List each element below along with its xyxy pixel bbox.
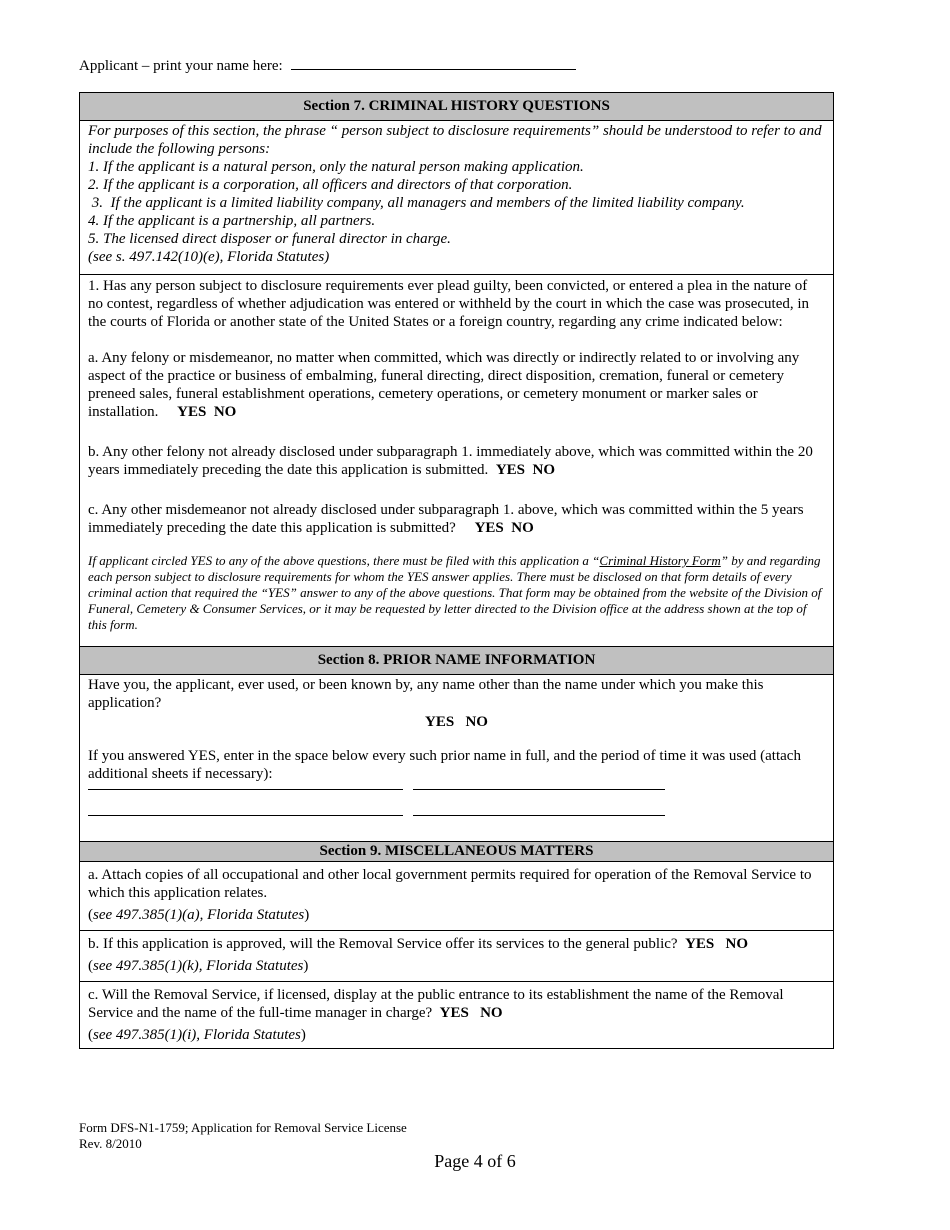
paren: ( (88, 907, 93, 923)
item-b-citation (88, 957, 825, 975)
note-text-before: If applicant circled YES to any of the above questions, there must be filed with this application a “ (88, 553, 600, 568)
criminal-history-note (88, 553, 825, 633)
prior-name-yes-no[interactable]: YES NO (425, 714, 488, 730)
citation-text: see 497.385(1)(k), Florida Statutes (93, 958, 304, 974)
definition-item: 2. If the applicant is a corporation, all officers and directors of that corporation. (88, 177, 573, 193)
applicant-name-label: Applicant – print your name here: (79, 58, 283, 74)
definition-item: 4. If the applicant is a partnership, all partners. (88, 213, 376, 229)
question-1b-yes-no[interactable]: YES NO (495, 462, 555, 478)
applicant-name-field[interactable] (291, 56, 576, 70)
prior-name-field[interactable] (88, 815, 403, 816)
paren: ) (304, 907, 310, 923)
question-1a-yes-no[interactable]: YES NO (177, 404, 237, 420)
section7-header: Section 7. CRIMINAL HISTORY QUESTIONS (80, 93, 833, 121)
paren: ( (88, 1027, 93, 1043)
prior-name-question: Have you, the applicant, ever used, or been known by, any name other than the name under which you make this application? (88, 677, 764, 711)
definition-item: 1. If the applicant is a natural person, only the natural person making application. (88, 159, 584, 175)
section7-questions (80, 275, 833, 647)
item-a-text: a. Attach copies of all occupational and other local government permits required for operation of the Removal Service to which this application relates. (88, 867, 812, 901)
paren: ) (303, 958, 309, 974)
section7-definitions (80, 121, 833, 275)
criminal-history-form-link[interactable]: Criminal History Form (599, 553, 721, 568)
form-footer (79, 1120, 407, 1152)
application-form (79, 92, 834, 1049)
question-1c-yes-no[interactable]: YES NO (474, 520, 534, 536)
definitions-intro: For purposes of this section, the phrase “ person subject to disclosure requirements” should be understood to refer to and include the following persons: (88, 123, 822, 157)
item-b-question (88, 935, 825, 953)
item-c-text: c. Will the Removal Service, if licensed, display at the public entrance to its establishment the name of the Removal Service and the name of the full-time manager in charge? (88, 987, 784, 1021)
form-revision: Rev. 8/2010 (79, 1136, 142, 1151)
section9-header: Section 9. MISCELLANEOUS MATTERS (80, 842, 833, 862)
question-1: 1. Has any person subject to disclosure requirements ever plead guilty, been convicted, or entered a plea in the nature of no contest, regardless of whether adjudication was entered or withheld by the court in which the case was prosecuted, in the courts of Florida or another state of the United States or a foreign country, regarding any crime indicated below: (88, 278, 810, 330)
prior-name-field[interactable] (88, 789, 403, 790)
citation-text: see 497.385(1)(a), Florida Statutes (93, 907, 305, 923)
section9-item-c (80, 982, 833, 1048)
prior-name-row-2 (88, 815, 825, 835)
definition-item: 5. The licensed direct disposer or funeral director in charge. (88, 231, 451, 247)
item-b-yes-no[interactable]: YES NO (685, 936, 748, 952)
item-c-citation (88, 1026, 825, 1044)
section8-header: Section 8. PRIOR NAME INFORMATION (80, 647, 833, 675)
applicant-name-row (79, 56, 576, 75)
question-1c (88, 501, 825, 537)
paren: ( (88, 958, 93, 974)
question-1a-text: a. Any felony or misdemeanor, no matter when committed, which was directly or indirectly related to or involving any aspect of the practice or business of embalming, funeral directing, direct disposition, cremation, funeral or cemetery preneed sales, funeral establishment operations, cemetery operations, or cemetery monument or marker sales or installation. (88, 350, 800, 420)
page-number: Page 4 of 6 (434, 1151, 516, 1171)
section8-body (80, 675, 833, 842)
paren: ) (300, 1027, 306, 1043)
citation-text: see 497.385(1)(i), Florida Statutes (93, 1027, 301, 1043)
item-a-citation (88, 906, 825, 924)
form-id: Form DFS-N1-1759; Application for Removal Service License (79, 1120, 407, 1135)
statute-citation: (see s. 497.142(10)(e), Florida Statutes) (88, 249, 330, 265)
item-b-text: b. If this application is approved, will the Removal Service offer its services to the general public? (88, 936, 678, 952)
section9-item-b (80, 931, 833, 982)
item-c-yes-no[interactable]: YES NO (439, 1005, 503, 1021)
prior-name-period-field[interactable] (413, 815, 665, 816)
question-1b (88, 443, 825, 479)
question-1b-text: b. Any other felony not already disclosed under subparagraph 1. immediately above, which was committed within the 20 years immediately preceding the date this application is submitted. (88, 444, 813, 478)
question-1c-text: c. Any other misdemeanor not already disclosed under subparagraph 1. above, which was committed within the 5 years immediately preceding the date this application is submitted? (88, 502, 804, 536)
prior-name-period-field[interactable] (413, 789, 665, 790)
definition-item: 3. If the applicant is a limited liability company, all managers and members of the limited liability company. (88, 195, 745, 211)
prior-name-row-1 (88, 783, 825, 803)
prior-name-instruction: If you answered YES, enter in the space below every such prior name in full, and the period of time it was used (attach additional sheets if necessary): (88, 748, 801, 782)
item-c-question (88, 986, 825, 1022)
note-text-after: ” by and regarding each person subject to disclosure requirements for whom the YES answer applies. There must be disclosed on that form details of every criminal action that required the “YES” answer to any of the above questions. That form may be obtained from the website of the Division of Funeral, Cemetery & Consumer Services, or it may be requested by letter directed to the Division office at the address shown at the top of this form. (88, 553, 822, 632)
question-1a (88, 349, 825, 421)
section9-item-a (80, 862, 833, 931)
